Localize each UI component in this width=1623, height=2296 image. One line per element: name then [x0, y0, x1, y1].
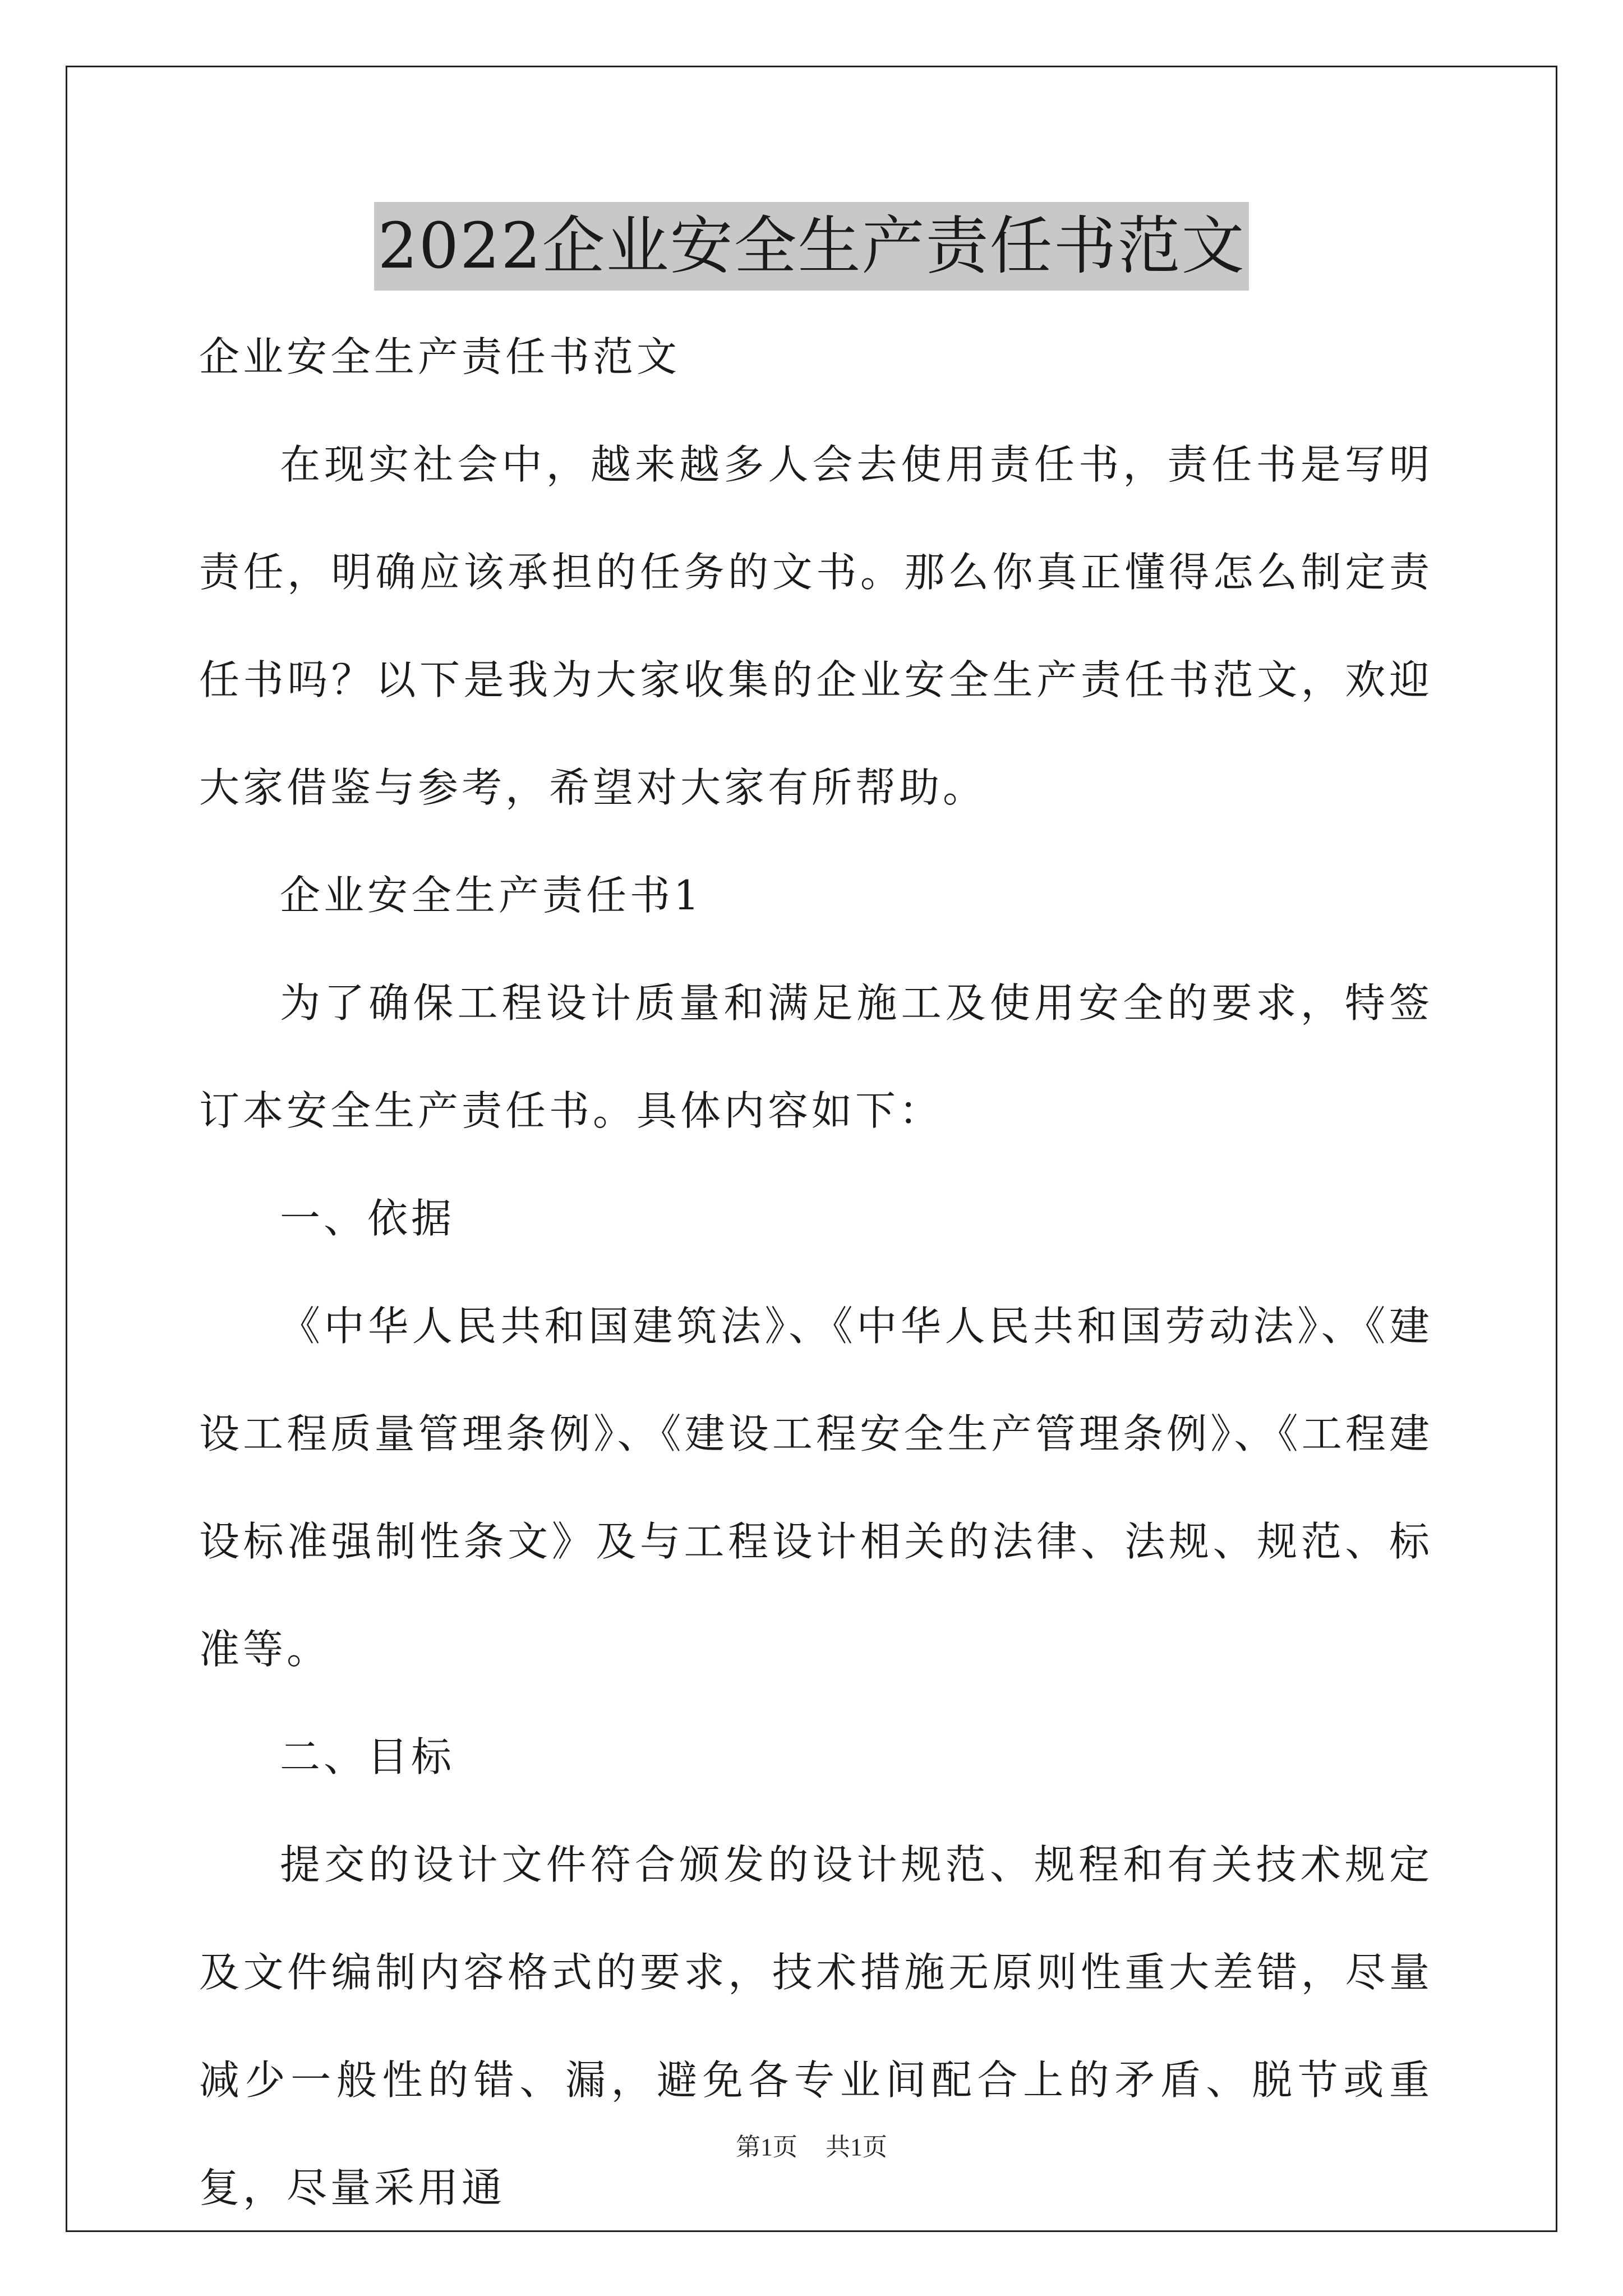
paragraph: 《中华人民共和国建筑法》、《中华人民共和国劳动法》、《建设工程质量管理条例》、《建设工程安全生产管理条例》、《工程建设标准强制性条文》及与工程设计相关的法律、法规、规范、标准等。 [199, 1303, 1433, 1673]
section-heading: 二、目标 [280, 1733, 455, 1780]
paragraph: 在现实社会中，越来越多人会去使用责任书，责任书是写明责任，明确应该承担的任务的文书。那么你真正懂得怎么制定责任书吗？以下是我为大家收集的企业安全生产责任书范文，欢迎大家借鉴与参考，希望对大家有所帮助。 [199, 441, 1433, 811]
paragraph: 提交的设计文件符合颁发的设计规范、规程和有关技术规定及文件编制内容格式的要求，技术措施无原则性重大差错，尽量减少一般性的错、漏，避免各专业间配合上的矛盾、脱节或重复，尽量采用通 [199, 1841, 1433, 2211]
section-heading: 企业安全生产责任书1 [280, 872, 703, 919]
document-title: 2022企业安全生产责任书范文 [374, 202, 1248, 291]
document-body [199, 303, 1433, 2242]
paragraph: 为了确保工程设计质量和满足施工及使用安全的要求，特签订本安全生产责任书。具体内容如下： [199, 979, 1433, 1134]
page-number: 第1页 [736, 2133, 797, 2161]
page-footer [0, 2131, 1623, 2164]
section-heading: 一、依据 [280, 1195, 455, 1242]
title-container [0, 202, 1623, 291]
paragraph: 企业安全生产责任书范文 [199, 333, 681, 380]
page-total: 共1页 [826, 2133, 887, 2161]
